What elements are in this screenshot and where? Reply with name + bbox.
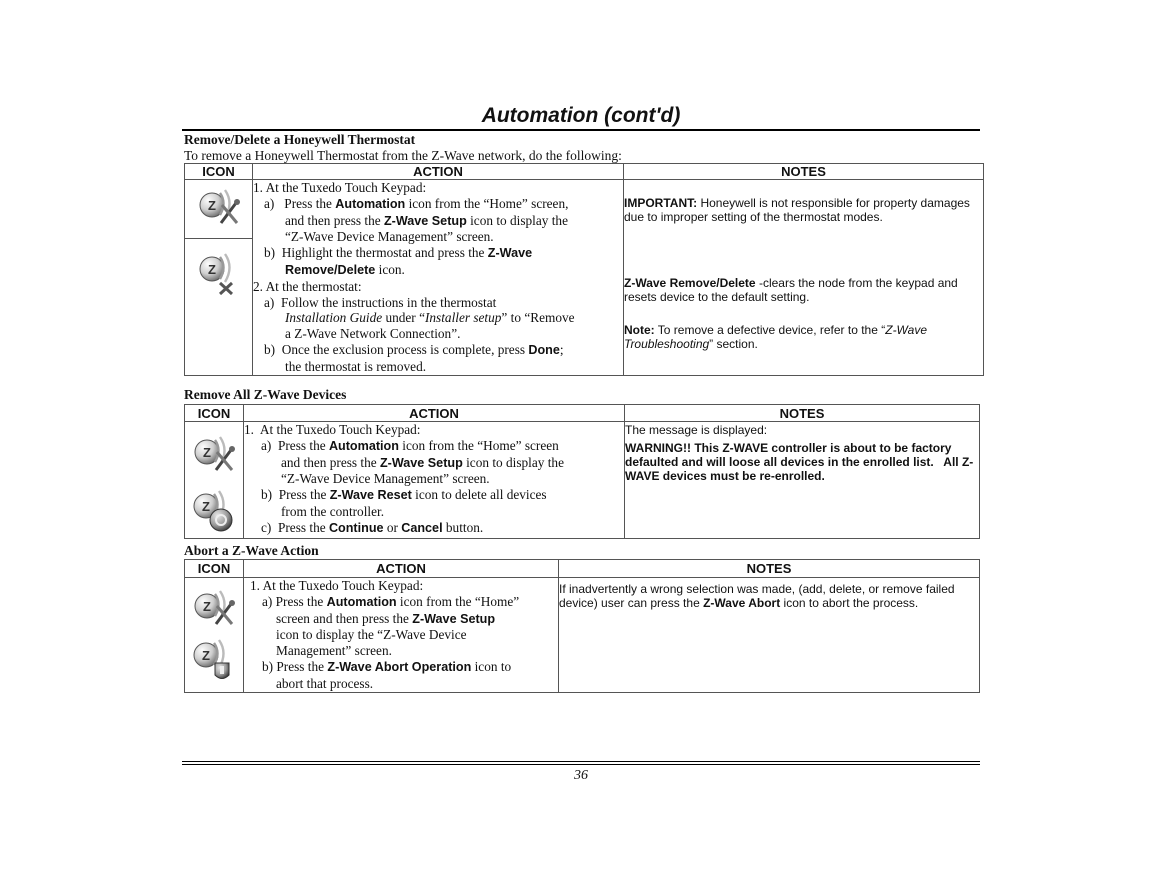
action-column-header: ACTION: [244, 405, 625, 422]
action-step-1a-cont: and then press the Z-Wave Setup icon to display the: [285, 212, 568, 228]
action-step-1a-cont: screen and then press the Z-Wave Setup: [276, 610, 496, 626]
notes-cell: [624, 180, 984, 376]
z-wave-abort-icon: [191, 637, 237, 683]
action-step-1a-cont2: “Z-Wave Device Management” screen.: [281, 471, 490, 487]
action-cell: [253, 180, 624, 376]
action-step-2b-cont: the thermostat is removed.: [285, 358, 427, 374]
action-step-1c: c) Press the Continue or Cancel button.: [261, 519, 484, 535]
action-step-1a: a) Press the Automation icon from the “Home” screen,: [264, 195, 569, 211]
action-column-header: ACTION: [244, 560, 559, 578]
note-defective-device: Note: To remove a defective device, refer to the “Z-Wave Troubleshooting” section.: [624, 323, 928, 351]
action-step-2: 2. At the thermostat:: [253, 278, 362, 294]
svg-text:Z: Z: [203, 599, 211, 614]
notes-cell: [559, 578, 980, 693]
z-wave-reset-icon: [191, 487, 237, 533]
page-number: 36: [574, 768, 588, 783]
svg-text:Z: Z: [203, 445, 211, 460]
notes-column-header: NOTES: [625, 405, 980, 422]
action-step-1b-cont: Remove/Delete icon.: [285, 261, 405, 277]
svg-text:Z: Z: [202, 499, 210, 514]
action-step-1: 1. At the Tuxedo Touch Keypad:: [250, 578, 424, 593]
page-title: Automation (cont'd): [481, 104, 681, 127]
icon-column-header: ICON: [185, 164, 253, 180]
action-step-1b: b) Press the Z-Wave Reset icon to delete all devices: [261, 487, 547, 503]
action-step-1b-cont: from the controller.: [281, 503, 385, 519]
footer-rule: [182, 764, 980, 765]
notes-column-header: NOTES: [624, 164, 984, 180]
svg-text:Z: Z: [207, 261, 216, 277]
section-heading-remove-all: Remove All Z-Wave Devices: [184, 387, 347, 402]
action-step-1a-cont: and then press the Z-Wave Setup icon to display the: [281, 454, 564, 470]
action-step-2a-cont: Installation Guide under “Installer setup” to “Remove: [285, 310, 575, 326]
action-step-1a: a) Press the Automation icon from the “Home” screen: [261, 437, 559, 453]
action-cell: [244, 578, 559, 693]
automation-icon: [191, 584, 237, 630]
notes-column-header: NOTES: [559, 560, 980, 578]
remove-all-table: [184, 404, 980, 539]
icon-cell: [185, 238, 253, 375]
action-step-1a-cont2: “Z-Wave Device Management” screen.: [285, 229, 494, 245]
notes-cell: [625, 422, 980, 539]
abort-table: [184, 559, 980, 693]
action-step-1a: a) Press the Automation icon from the “Home”: [262, 593, 520, 609]
svg-text:Z: Z: [202, 648, 210, 663]
title-rule: [182, 129, 980, 131]
section-intro: To remove a Honeywell Thermostat from the Z-Wave network, do the following:: [184, 148, 622, 163]
icon-cell: [185, 422, 244, 539]
icon-column-header: ICON: [185, 560, 244, 578]
automation-icon: [191, 430, 237, 476]
automation-icon: [196, 183, 242, 229]
footer-rule: [182, 761, 980, 762]
note-message: The message is displayed:: [625, 423, 768, 437]
section-heading-remove-thermostat: Remove/Delete a Honeywell Thermostat: [184, 132, 416, 147]
z-wave-remove-delete-icon: [196, 249, 242, 295]
action-step-1b: b) Highlight the thermostat and press the Z-Wave: [264, 245, 533, 261]
action-step-1b-cont: abort that process.: [276, 675, 374, 691]
action-step-1: 1. At the Tuxedo Touch Keypad:: [244, 422, 421, 437]
remove-thermostat-table: [184, 163, 984, 376]
note-important: IMPORTANT: Honeywell is not responsible for property damages due to improper setting of the thermostat modes.: [624, 196, 970, 224]
note-abort: If inadvertently a wrong selection was made, (add, delete, or remove failed device) user can press the Z-Wave Abort icon to abort the process.: [559, 582, 955, 610]
action-step-2a-cont2: a Z-Wave Network Connection”.: [285, 326, 461, 342]
section-heading-abort: Abort a Z-Wave Action: [184, 543, 319, 558]
note-warning: WARNING!! This Z-WAVE controller is about to be factory defaulted and will loose all devices in the enrolled list. All Z-WAVE devices must be re-enrolled.: [625, 441, 974, 483]
note-remove-delete: Z-Wave Remove/Delete -clears the node from the keypad and resets device to the default setting.: [624, 276, 958, 304]
action-step-1: 1. At the Tuxedo Touch Keypad:: [253, 180, 427, 195]
action-step-1a-cont3: Management” screen.: [276, 643, 392, 659]
action-column-header: ACTION: [253, 164, 624, 180]
icon-cell: [185, 578, 244, 693]
action-step-2b: b) Once the exclusion process is complete, press Done;: [264, 341, 564, 357]
action-cell: [244, 422, 625, 539]
action-step-1b: b) Press the Z-Wave Abort Operation icon to: [262, 658, 512, 674]
action-step-2a: a) Follow the instructions in the thermostat: [264, 294, 497, 310]
svg-text:Z: Z: [207, 198, 216, 214]
icon-cell: [185, 180, 253, 239]
icon-column-header: ICON: [185, 405, 244, 422]
action-step-1a-cont2: icon to display the “Z-Wave Device: [276, 627, 467, 643]
